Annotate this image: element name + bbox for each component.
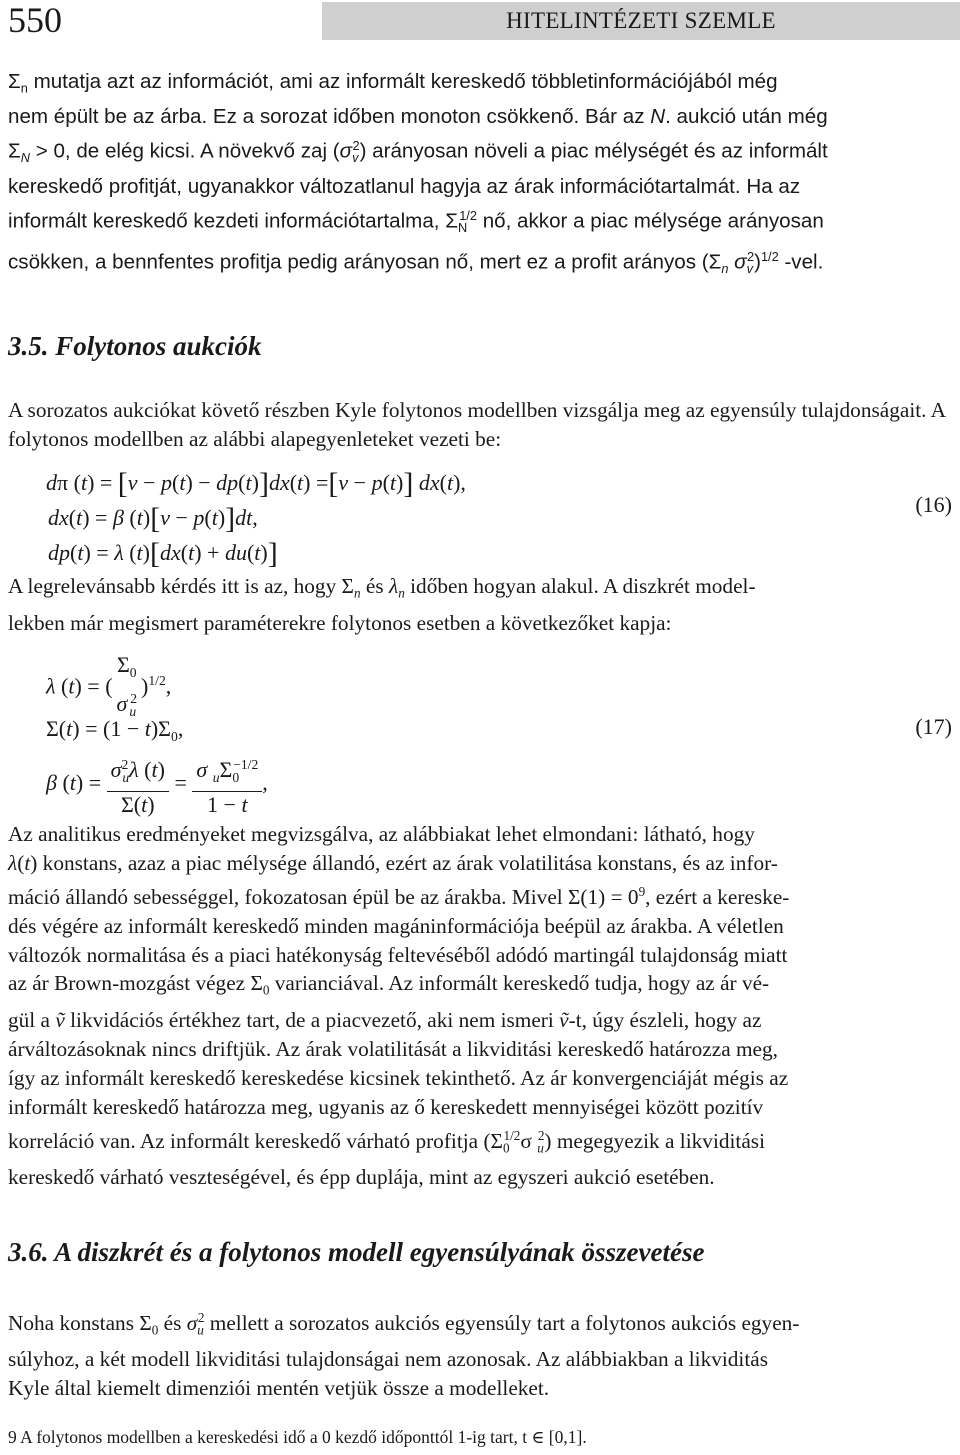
paragraph-analysis	[8, 820, 956, 1192]
equation-16-line-1: dπ (t) = [v − p(t) − dp(t)]dx(t) =[v − p(t)] dx(t),	[46, 467, 466, 500]
analysis-line-6: az ár Brown-mozgást végez $\Sigma_0$ varianciával. Az informált kereskedő tudja, hogy az ár vé-	[8, 971, 770, 999]
p1-line-2: nem épült be az árba. Ez a sorozat időben monoton csökkenő. Bár az N. aukció után még	[8, 105, 828, 129]
analysis-line-8: árváltozásoknak nincs driftjük. Az árak volatilitását a likviditási kereskedő határozza meg,	[8, 1036, 778, 1061]
equation-number-17: (17)	[915, 714, 952, 739]
analysis-line-9: így az informált kereskedő kereskedése kicsinek tekinthető. Az ár konvergenciáját mégis az	[8, 1065, 789, 1090]
equation-16-line-3: dp(t) = λ (t)[dx(t) + du(t)]	[48, 537, 278, 570]
after-eq16-line-2: lekben már megismert paraméterekre folytonos esetben a következőket kapja:	[8, 610, 672, 635]
comparison-line-2: súlyhoz, a két modell likviditási tulajdonságai nem azonosak. Az alábbiakban a likviditás	[8, 1347, 769, 1372]
p1-line-5: informált kereskedő kezdeti információtartalma, $\Sigma_N^{1/2}$ nő, akkor a piac mélysége arányosan	[8, 208, 824, 236]
paragraph-sigma-n	[8, 68, 956, 284]
page-number: 550	[8, 0, 62, 40]
analysis-line-12: kereskedő várható veszteségével, és épp duplája, mint az egyszeri aukció esetében.	[8, 1165, 715, 1190]
section-heading-3-5: 3.5. Folytonos aukciók	[8, 331, 262, 361]
comparison-line-1: Noha konstans $\Sigma_0$ és $\sigma_u^2$ mellett a sorozatos aukciós egyensúly tart a folytonos aukciós egyen-	[8, 1310, 800, 1338]
p1-line-1: $\Sigma_n$ mutatja azt az információt, ami az informált kereskedő többletinformációjából még	[8, 70, 778, 96]
equation-17-sigma: $\Sigma(t) = (1 - t)\Sigma_0$,	[46, 716, 184, 744]
p1-line-4: kereskedő profitját, ugyanakkor változatlanul hagyja az árak információtartalmát. Ha az	[8, 175, 801, 199]
analysis-line-2: λ(t) konstans, azaz a piac mélysége állandó, ezért az árak volatilitása konstans, és az infor-	[8, 850, 778, 875]
analysis-line-5: változók normalitása és a piaci hatékonyság feltevéséből adódó martingál tulajdonság miatt	[8, 942, 788, 967]
p1-line-3: $\Sigma_N > 0$, de elég kicsi. A növekvő zaj $(\sigma_v^2)$ arányosan növeli a piac mélységét és az informált	[8, 138, 828, 166]
analysis-line-4: dés végére az informált kereskedő minden magáninformációja beépül az árakba. A véletlen	[8, 913, 784, 938]
comparison-line-3: Kyle által kiemelt dimenziói mentén vetjük össze a modelleket.	[8, 1376, 550, 1401]
paragraph-comparison	[8, 1304, 956, 1403]
analysis-line-11: korreláció van. Az informált kereskedő várható profitja ($\Sigma_0^{1/2}\sigma$ $_u^2$) megegyezik a likviditási	[8, 1127, 765, 1156]
journal-title: HITELINTÉZETI SZEMLE	[322, 2, 960, 40]
section-3-5-intro: A sorozatos aukciókat követő részben Kyle folytonos modellben vizsgálja meg az egyensúly tulajdonságait. A folytonos modellben az alábbi alapegyenleteket vezeti be:	[8, 398, 945, 451]
p1-line-6: csökken, a bennfentes profitja pedig arányosan nő, mert ez a profit arányos ($\Sigma_n$ $\sigma_v^2)^{1/2}$ -vel.	[8, 249, 824, 277]
section-heading-3-6: 3.6. A diszkrét és a folytonos modell egyensúlyának összevetése	[8, 1237, 705, 1267]
equation-16-line-2: dx(t) = β (t)[v − p(t)]dt,	[48, 502, 258, 535]
after-eq16-line-1: A legrelevánsabb kérdés itt is az, hogy $\Sigma_n$ és $\lambda_n$ időben hogyan alakul. A diszkrét model-	[8, 574, 756, 601]
footnote-9: 9 A folytonos modellben a kereskedési idő a 0 kezdő időponttól 1-ig tart, t ∈ [0,1].	[8, 1427, 587, 1447]
equation-number-16: (16)	[915, 492, 952, 517]
analysis-line-10: informált kereskedő határozza meg, ugyanis az ő kereskedett mennyiségei között pozitív	[8, 1094, 764, 1119]
analysis-line-7: gül a ṽ likvidációs értékhez tart, de a piacvezető, aki nem ismeri ṽ-t, úgy észleli, hogy az	[8, 1007, 762, 1032]
equation-17-beta: β (t) = $\frac{\sigma^2_u\lambda (t)}{\Sigma(t)}$ = $\frac{\sigma _u\Sigma_0^{-1/2}}{1 - t}$ ,	[46, 752, 268, 818]
paragraph-after-eq16	[8, 572, 956, 637]
analysis-line-1: Az analitikus eredményeket megvizsgálva, az alábbiakat lehet elmondani: látható, hogy	[8, 822, 755, 846]
equation-17-lambda: λ (t) = ( $\Sigma_0$ σ $_u^2$ )$^{1/2}$,	[46, 652, 172, 719]
analysis-line-3: máció állandó sebességgel, fokozatosan épül be az árakba. Mivel $\Sigma(1) = 0^9$, ezért a kereske-	[8, 883, 790, 909]
running-header	[0, 0, 960, 46]
